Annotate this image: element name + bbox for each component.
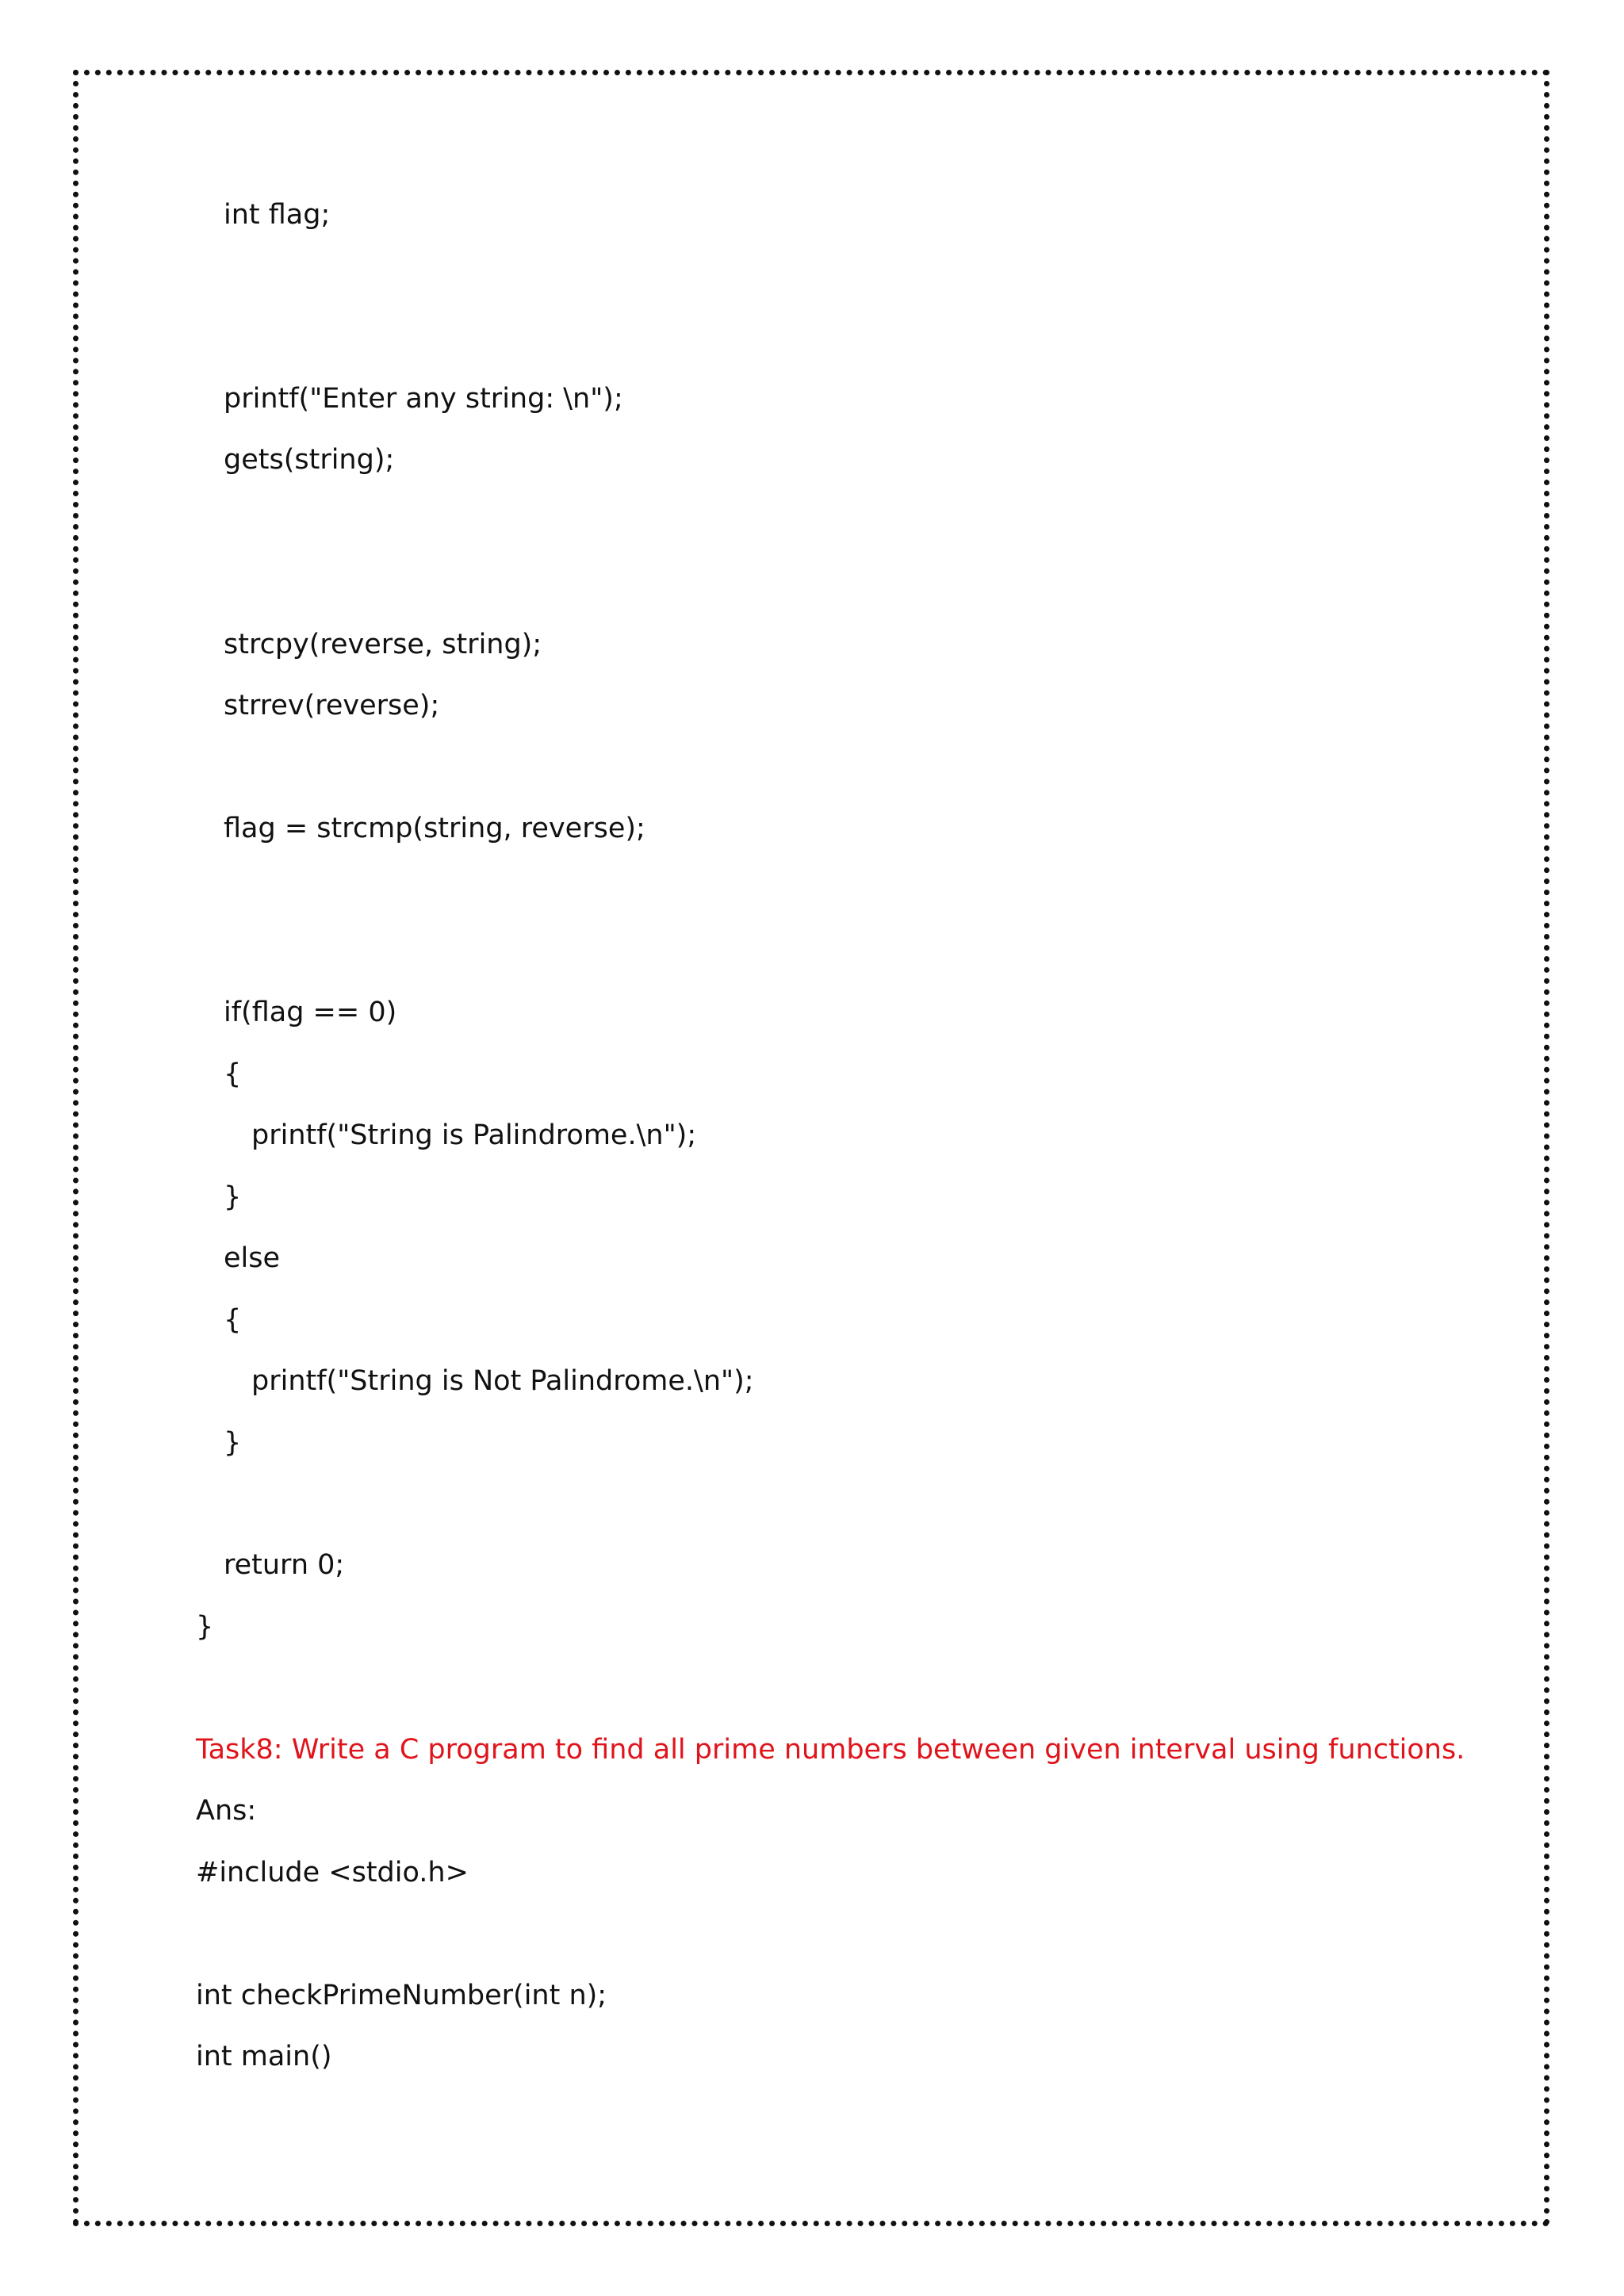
- code-line: flag = strcmp(string, reverse);: [224, 813, 645, 844]
- code-line: int flag;: [224, 199, 331, 231]
- code-line: }: [224, 1427, 242, 1459]
- code-line: {: [224, 1058, 242, 1090]
- code-line: {: [224, 1304, 242, 1336]
- code-line: if(flag == 0): [224, 997, 397, 1028]
- code-line: }: [224, 1181, 242, 1213]
- code-line: }: [196, 1611, 214, 1643]
- code-line: gets(string);: [224, 444, 395, 476]
- code-line: printf("String is Palindrome.\n");: [251, 1119, 697, 1151]
- answer-label: Ans:: [196, 1795, 257, 1827]
- code-line: strrev(reverse);: [224, 690, 440, 721]
- code-line: return 0;: [224, 1549, 345, 1581]
- code-line: else: [224, 1242, 281, 1274]
- code-line: int main(): [196, 2041, 332, 2072]
- code-line: printf("Enter any string: \n");: [224, 383, 623, 415]
- code-line: printf("String is Not Palindrome.\n");: [251, 1365, 754, 1397]
- code-line: #include <stdio.h>: [196, 1857, 469, 1888]
- code-line: strcpy(reverse, string);: [224, 629, 542, 660]
- task-heading: Task8: Write a C program to find all prime numbers between given interval using functions.: [196, 1734, 1465, 1766]
- code-line: int checkPrimeNumber(int n);: [196, 1980, 607, 2011]
